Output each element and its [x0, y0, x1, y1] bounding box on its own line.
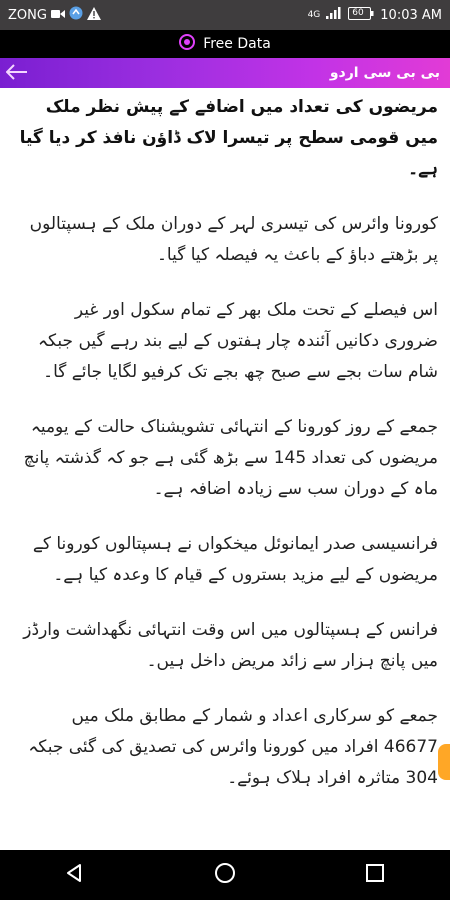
article-paragraph: کورونا وائرس کی تیسری لہر کے دوران ملک کے ہسپتالوں پر بڑھتے دباؤ کے باعث یہ فیصلہ کیا گیا۔: [29, 214, 438, 265]
article-paragraph: فرانسیسی صدر ایمانوئل میخکواں نے ہسپتالوں کورونا کے مریضوں کے لیے مزید بستروں کے قیام کا وعدہ کیا ہے۔: [32, 534, 438, 585]
nav-home-button[interactable]: [195, 850, 255, 900]
warning-icon: [87, 7, 101, 24]
clock: 10:03 AM: [380, 7, 442, 23]
carrier-label: ZONG: [8, 7, 47, 23]
square-recents-icon: [366, 864, 384, 886]
status-right: [308, 7, 442, 24]
article-paragraph: فرانس کے ہسپتالوں میں اس وقت انتہائی نگھداشت وارڈز میں پانچ ہزار سے زائد مریض داخل ہیں۔: [23, 620, 438, 671]
status-left: [8, 6, 101, 24]
article-body[interactable]: [0, 88, 450, 850]
signal-icon: [326, 7, 342, 23]
nav-back-button[interactable]: [45, 850, 105, 900]
article-paragraph-lead: مریضوں کی تعداد میں اضافے کے پیش نظر ملک میں قومی سطح پر تیسرا لاک ڈاؤن نافذ کر دیا گیا ہے۔: [19, 97, 438, 179]
app-header: [0, 58, 450, 88]
system-nav-bar: [0, 850, 450, 900]
article-paragraph: جمعے کو سرکاری اعداد و شمار کے مطابق ملک میں 46677 افراد میں کورونا وائرس کی تصدیق کی گئی جبکہ 304 متاثرہ افراد ہلاک ہوئے۔: [28, 706, 438, 788]
battery-level: 60: [352, 7, 364, 18]
article-paragraph: اس فیصلے کے تحت ملک بھر کے تمام سکول اور غیر ضروری دکانیں آئندہ چار ہفتوں کے لیے بند رہے گیں جبکہ شام سات بجے سے صبح چھ بجے تک کرفیو لگایا جائے گا۔: [38, 300, 438, 382]
status-bar: [0, 0, 450, 30]
triangle-back-icon: [65, 863, 85, 887]
free-data-banner[interactable]: [0, 30, 450, 58]
floating-side-tab[interactable]: [438, 744, 450, 780]
nav-recents-button[interactable]: [345, 850, 405, 900]
back-arrow-icon[interactable]: [6, 63, 28, 83]
article-paragraph: جمعے کے روز کورونا کے انتہائی تشویشناک حالت کے یومیہ مریضوں کی تعداد 145 سے بڑھ گئی ہے جو کہ گذشتہ پانچ ماہ کے دوران سب سے زیادہ اضافہ ہے۔: [23, 417, 438, 499]
video-call-icon: [51, 8, 65, 23]
network-type-label: 4G: [307, 10, 321, 20]
free-data-label: Free Data: [203, 36, 271, 52]
circle-home-icon: [214, 862, 236, 888]
free-data-icon: [179, 34, 195, 54]
app-notification-icon: [69, 6, 83, 24]
page-title: بی بی سی اردو: [329, 65, 440, 81]
battery-icon: [348, 7, 374, 24]
